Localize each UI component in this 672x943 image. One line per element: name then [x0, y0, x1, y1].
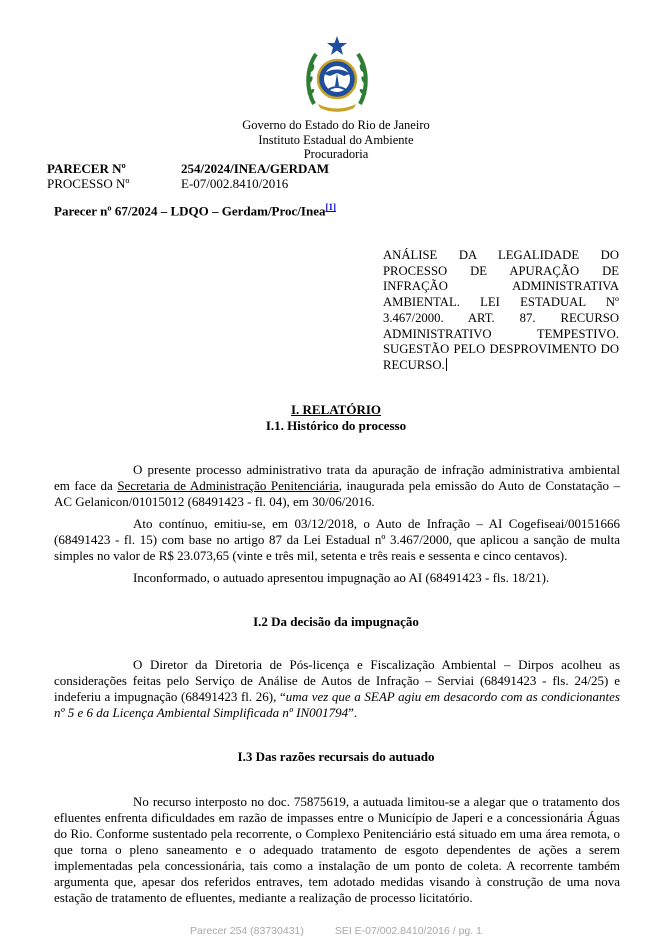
subsection-title-historico: I.1. Histórico do processo [265, 418, 407, 433]
institution-header [0, 118, 672, 162]
parecer-label: PARECER Nº [47, 161, 126, 176]
ementa-text: ANÁLISE DA LEGALIDADE DO PROCESSO DE APURAÇÃO DE INFRAÇÃO ADMINISTRATIVA AMBIENTAL. LEI ESTADUAL Nº 3.467/2000. ART. 87. RECURSO ADMINISTRATIVO TEMPESTIVO. SUGESTÃO PELO DESPROVIMENTO DO RECURSO. [383, 248, 619, 372]
paragraph-historico-1 [54, 462, 620, 510]
paragraph-historico-3: Inconformado, o autuado apresentou impugnação ao AI (68491423 - fls. 18/21). [133, 570, 550, 585]
government-name: Governo do Estado do Rio de Janeiro [242, 118, 430, 132]
section-title-relatorio: I. RELATÓRIO [290, 402, 382, 417]
footer-process-page: SEI E-07/002.8410/2016 / pg. 1 [334, 925, 482, 937]
institute-name: Instituto Estadual do Ambiente [258, 132, 414, 147]
paragraph-razoes: No recurso interposto no doc. 75875619, a autuada limitou-se a alegar que o tratamento dos efluentes enfrenta dificuldades em razão de impasses entre o Município de Japeri e a concessionária Águas do Rio. Conforme sustentado pela recorrente, o Complexo Penitenciário está situado em uma área remota, o que torna o pleno saneamento e o adequado tratamento de esgoto dependentes de ações a serem implementadas pela concessionária, tais como a instalação de um ponto de coleta. A recorrente também argumenta que, apesar dos referidos entraves, tem adotado medidas visando à construção de uma nova estação de tratamento de efluentes, mediante a realização de processo licitatório. [54, 794, 620, 905]
historico-1-text-after: , inaugurada pela emissão do Auto de Constatação – AC Gelanicon/01015012 (68491423 - fl. 04), em 30/06/2016. [54, 478, 621, 509]
processo-label: PROCESSO Nº [47, 176, 130, 191]
state-coat-of-arms-logo [304, 34, 370, 114]
decisao-text-before: O Diretor da Diretoria de Pós-licença e Fiscalização Ambiental – Dirpos acolheu as considerações feitas pelo Serviço de Análise de Autos de Infração – Serviai (68491423 - fls. 24/25) e indeferiu a impugnação (68491423 fl. 26), “ [54, 657, 620, 704]
text-cursor [446, 358, 447, 371]
parecer-reference-text: Parecer nº 67/2024 – LDQO – Gerdam/Proc/Inea [54, 203, 326, 219]
parecer-number-row [47, 162, 447, 176]
footer-document-id: Parecer 254 (83730431) [190, 925, 304, 937]
ementa-summary [383, 248, 619, 374]
parecer-reference-line [54, 201, 336, 219]
department-name: Procuradoria [303, 147, 369, 161]
decisao-text-after: ”. [348, 705, 358, 720]
section-title-razoes-recursais: I.3 Das razões recursais do autuado [237, 749, 435, 764]
decisao-quote: uma vez que a SEAP agiu em desacordo com as condicionantes nº 5 e 6 da Licença Ambiental Simplificada nº IN001794 [54, 689, 620, 720]
paragraph-historico-2: Ato contínuo, emitiu-se, em 03/12/2018, o Auto de Infração – AI Cogefiseai/00151666 (68491423 - fl. 15) com base no artigo 87 da Lei Estadual nº 3.467/2000, que aplicou a sanção de multa simples no valor de R$ 23.073,65 (vinte e três mil, setenta e três reais e sessenta e cinco centavos). [54, 516, 620, 563]
processo-number-row [47, 177, 447, 191]
processo-value: E-07/002.8410/2016 [181, 176, 289, 191]
historico-1-text-before: O presente processo administrativo trata da apuração de infração administrativa ambiental em face da [54, 462, 620, 493]
section-title-decisao-impugnacao: I.2 Da decisão da impugnação [253, 614, 419, 629]
paragraph-decisao [54, 657, 620, 721]
secretaria-link-text: Secretaria de Administração Penitenciária [117, 478, 339, 493]
page-footer [0, 925, 672, 937]
parecer-value: 254/2024/INEA/GERDAM [181, 161, 330, 176]
footnote-link[interactable]: [1] [325, 202, 336, 212]
